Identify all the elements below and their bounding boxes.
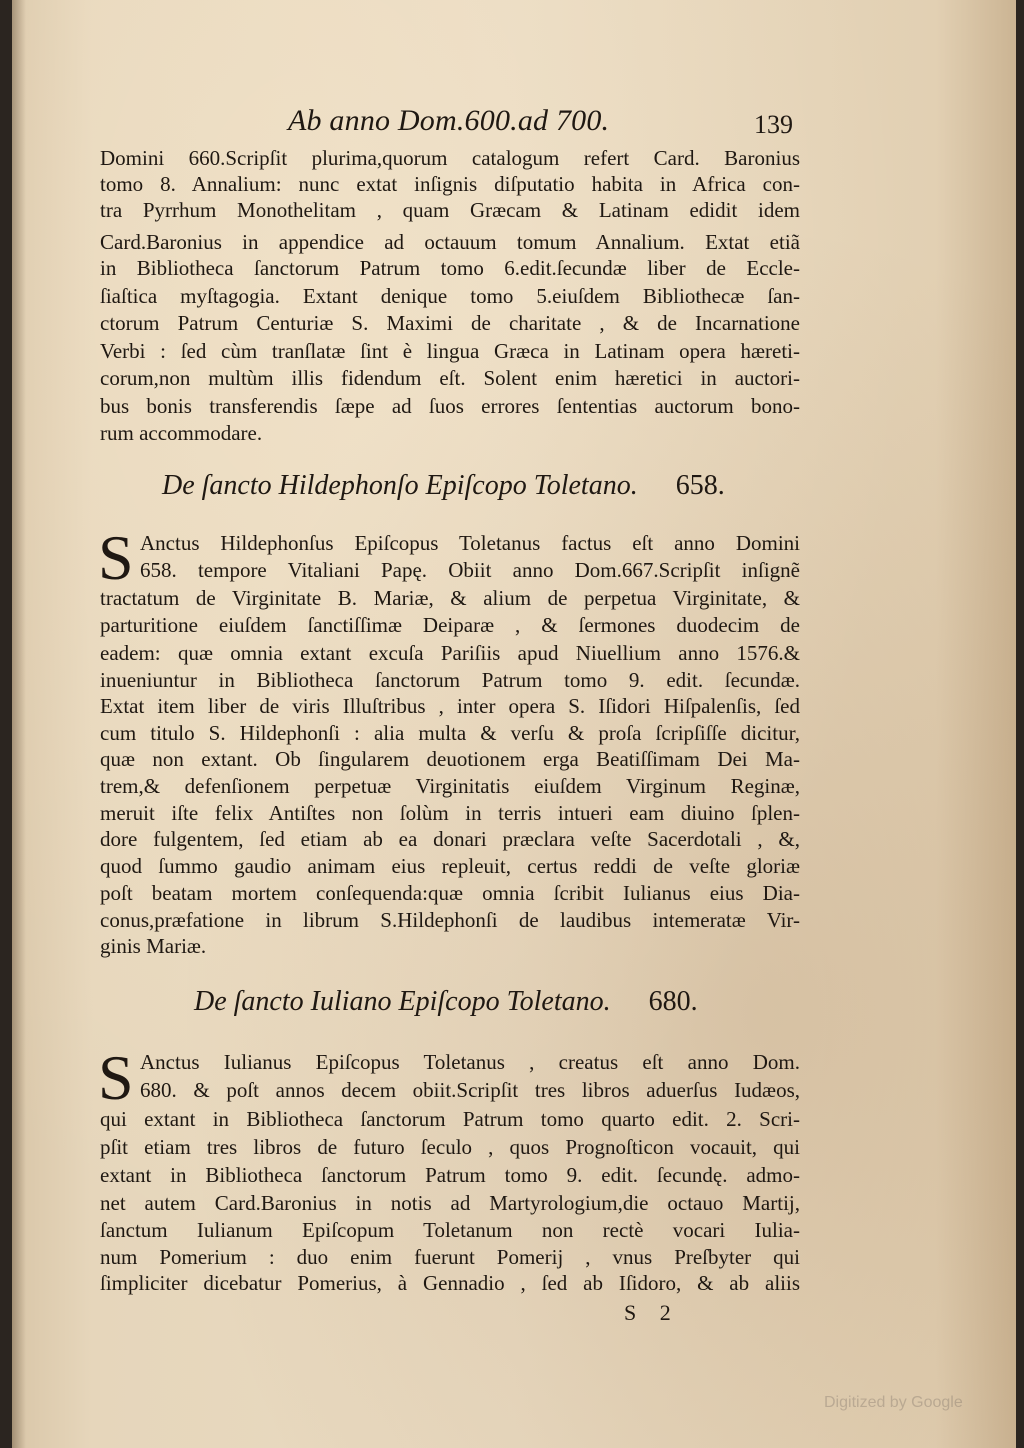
page-number: 139 (754, 110, 793, 139)
section-heading-hildephonsus (162, 470, 725, 502)
signature-mark: S 2 (624, 1300, 671, 1325)
section-title: De ſancto Hildephonſo Epiſcopo Toletano. (162, 470, 638, 501)
section-heading-iulianus (194, 986, 698, 1018)
text-line: ſimpliciter dicebatur Pomerius, à Gennadio , ſed ab Iſidoro, & ab aliis (100, 1271, 800, 1295)
text-line: net autem Card.Baronius in notis ad Martyrologium,die octauo Martij, (100, 1191, 800, 1215)
text-line: trem,& defenſionem perpetuæ Virginitatis eiuſdem Virginum Reginæ, (100, 774, 800, 798)
text-line: poſt beatam mortem conſequenda:quæ omnia ſcribit Iulianus eius Dia- (100, 881, 800, 905)
text-line: pſit etiam tres libros de futuro ſeculo , quos Prognoſticon vocauit, qui (100, 1135, 800, 1159)
text-line: 680. & poſt annos decem obiit.Scripſit tres libros aduerſus Iudæos, (140, 1078, 800, 1102)
text-line: extant in Bibliotheca ſanctorum Patrum tomo 9. edit. ſecundę. admo- (100, 1163, 800, 1187)
section-date: 658. (675, 470, 725, 501)
text-line: qui extant in Bibliotheca ſanctorum Patrum tomo quarto edit. 2. Scri- (100, 1107, 800, 1131)
text-line: quod ſummo gaudio animam eius repleuit, certus reddi de veſte gloriæ (100, 854, 800, 878)
text-line: inueniuntur in Bibliotheca ſanctorum Patrum tomo 9. edit. ſecundæ. (100, 668, 800, 692)
text-line: dore fulgentem, ſed etiam ab ea donari præclara veſte Sacerdotali , &, (100, 827, 800, 851)
text-line: num Pomerium : duo enim fuerunt Pomerij , vnus Preſbyter qui (100, 1245, 800, 1269)
text-line: Anctus Hildephonſus Epiſcopus Toletanus factus eſt anno Domini (140, 531, 800, 555)
text-line: eadem: quæ omnia extant excuſa Pariſiis apud Niuellium anno 1576.& (100, 641, 800, 665)
text-line: ctorum Patrum Centuriæ S. Maximi de charitate , & de Incarnatione (100, 311, 800, 335)
text-line: Card.Baronius in appendice ad octauum tomum Annalium. Extat etiã (100, 230, 800, 254)
text-line: corum,non multùm illis fidendum eſt. Solent enim hæretici in auctori- (100, 366, 800, 390)
digitization-watermark: Digitized by Google (824, 1394, 963, 1411)
section-date: 680. (648, 986, 698, 1017)
text-line: tractatum de Virginitate B. Mariæ, & alium de perpetua Virginitate, & (100, 586, 800, 610)
text-line: meruit iſte felix Antiſtes non ſolùm in terris intueri eam diuino ſplen- (100, 801, 800, 825)
drop-cap: S (98, 522, 134, 593)
text-line: tomo 8. Annalium: nunc extat inſignis diſputatio habita in Africa con- (100, 172, 800, 196)
text-line: cum titulo S. Hildephonſi : alia multa & verſu & proſa ſcripſiſſe dicitur, (100, 721, 800, 745)
section-title: De ſancto Iuliano Epiſcopo Toletano. (194, 986, 611, 1017)
text-line: Verbi : ſed cùm tranſlatæ ſint è lingua Græca in Latinam opera hæreti- (100, 339, 800, 363)
text-line: rum accommodare. (100, 421, 263, 445)
running-head: Ab anno Dom.600.ad 700. (288, 104, 610, 137)
text-line: ginis Mariæ. (100, 934, 207, 958)
text-line: in Bibliotheca ſanctorum Patrum tomo 6.edit.ſecundæ liber de Eccle- (100, 256, 800, 280)
text-line: parturitione eiuſdem ſanctiſſimæ Deiparæ , & ſermones duodecim de (100, 613, 800, 637)
text-line: Domini 660.Scripſit plurima,quorum catalogum refert Card. Baronius (100, 146, 800, 170)
text-line: Extat item liber de viris Illuſtribus , inter opera S. Iſidori Hiſpalenſis, ſed (100, 694, 800, 718)
text-line: ſanctum Iulianum Epiſcopum Toletanum non rectè vocari Iulia- (100, 1218, 800, 1242)
drop-cap: S (98, 1042, 134, 1113)
text-line: Anctus Iulianus Epiſcopus Toletanus , creatus eſt anno Dom. (140, 1050, 800, 1074)
book-page (12, 0, 1016, 1448)
text-line: tra Pyrrhum Monothelitam , quam Græcam & Latinam edidit idem (100, 198, 800, 222)
text-line: ſiaſtica myſtagogia. Extant denique tomo 5.eiuſdem Bibliothecæ ſan- (100, 284, 800, 308)
text-line: quæ non extant. Ob ſingularem deuotionem erga Beatiſſimam Dei Ma- (100, 747, 800, 771)
text-line: conus,præfatione in librum S.Hildephonſi de laudibus intemeratæ Vir- (100, 908, 800, 932)
text-line: bus bonis transferendis ſæpe ad ſuos errores ſententias auctorum bono- (100, 394, 800, 418)
text-line: 658. tempore Vitaliani Papę. Obiit anno Dom.667.Scripſit inſignẽ (140, 558, 800, 582)
